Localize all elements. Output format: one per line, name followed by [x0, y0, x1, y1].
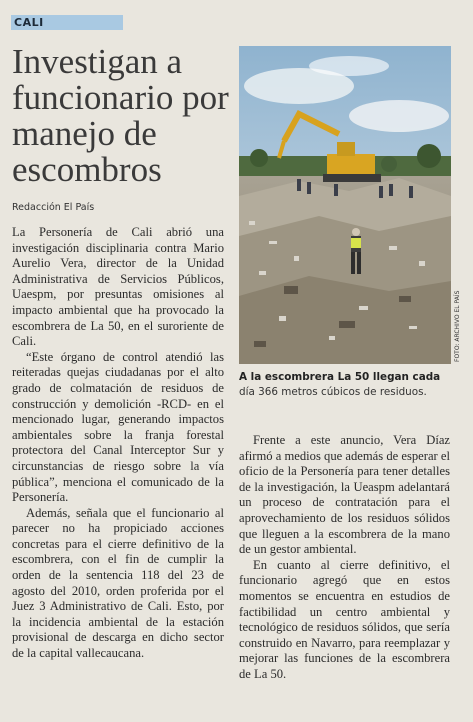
caption-lead: A la escombrera La 50 llegan cada	[239, 371, 441, 383]
paragraph: “Este órgano de control atendió las reiteradas quejas ciudadanas por el alto grado de colmatación de residuos de construcción y demolición -RCD- en el mencionado lugar, generando impactos ambientales sobre la franja forestal protectora del Canal Interceptor Sur y circunstancias de riesgo sobre la vía pública”, menciona el comunicado de la Personería.	[12, 349, 224, 505]
paragraph: Frente a este anuncio, Vera Díaz afirmó a medios que además de esperar el oficio de la Personería para tener detalles de la investigación, la Ueaspm adelantará un proceso de contratación para el aprovechamiento de los residuos sólidos que lleguen a la escombrera de la mano de un gestor ambiental.	[239, 433, 450, 557]
byline: Redacción El País	[12, 202, 95, 213]
paragraph: La Personería de Cali abrió una investigación disciplinaria contra Mario Aurelio Vera, director de la Unidad Administrativa de Servicios Públicos, Uaespm, por presuntas omisiones al impacto ambiental que ha provocado la escombrera de La 50, en el suroriente de Cali.	[12, 225, 224, 349]
section-label: CALI	[14, 16, 44, 29]
excavator-dump-site-image	[239, 46, 451, 364]
photo-caption	[239, 370, 451, 400]
news-photo	[239, 46, 451, 364]
caption-text: día 366 metros cúbicos de residuos.	[239, 386, 427, 398]
paragraph: En cuanto al cierre definitivo, el funcionario agregó que en estos momentos se encuentra en estudios de factibilidad un centro ambiental y tecnológico de residuos sólidos, que sería construido en Navarro, para reemplazar y mejorar las funciones de la escombrera de La 50.	[239, 557, 450, 681]
article-body-left	[12, 225, 224, 662]
paragraph: Además, señala que el funcionario al parecer no ha propiciado acciones concretas para el cierre definitivo de la escombrera, con el fin de cumplir la orden de la sentencia 118 del 23 de agosto del 2010, orden proferida por el Juez 3 Administrativo de Cali. Esto, por la incidencia ambiental de la estación provisional de descarga en dicho sector de la capital vallecaucana.	[12, 505, 224, 661]
photo-credit: FOTO: ARCHIVO EL PAÍS	[454, 290, 461, 362]
headline: Investigan a funcionario por manejo de escombros	[12, 42, 229, 189]
article-body-right	[239, 433, 450, 683]
